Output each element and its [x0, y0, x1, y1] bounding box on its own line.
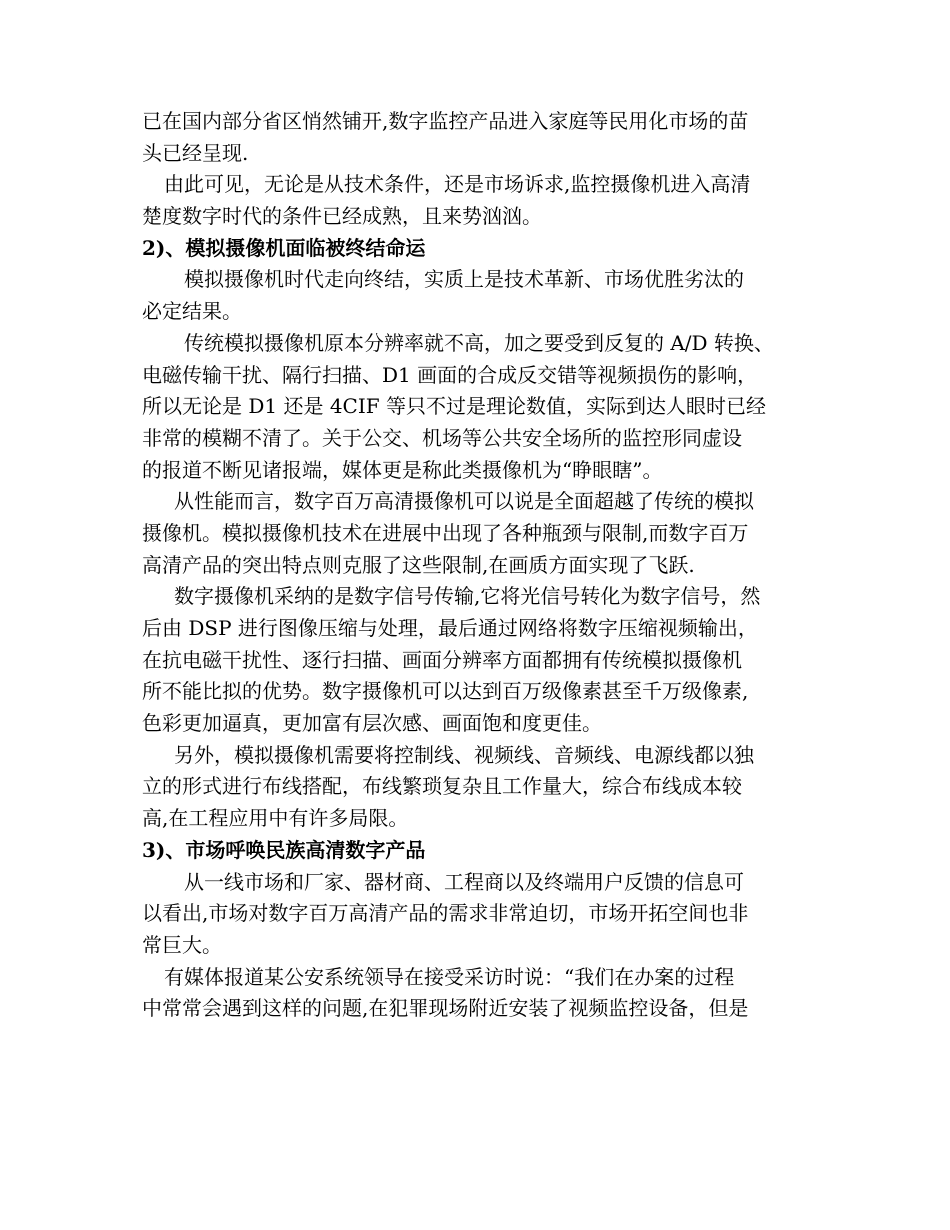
text-line: 数字摄像机采纳的是数字信号传输,它将光信号转化为数字信号，然 — [174, 584, 761, 609]
text-line: 另外，模拟摄像机需要将控制线、视频线、音频线、电源线都以独 — [174, 742, 754, 767]
text-line: 已在国内部分省区悄然铺开,数字监控产品进入家庭等民用化市场的苗 — [142, 109, 749, 133]
text-line: 模拟摄像机时代走向终结，实质上是技术革新、市场优胜劣汰的 — [184, 267, 744, 292]
text-line: 由此可见，无论是从技术条件，还是市场诉求,监控摄像机进入高清 — [164, 172, 751, 197]
document-body — [142, 106, 822, 1025]
text-line: 从性能而言，数字百万高清摄像机可以说是全面超越了传统的模拟 — [174, 489, 754, 514]
text-line: 常巨大。 — [142, 932, 222, 957]
text-line: 色彩更加逼真，更加富有层次感、画面饱和度更佳。 — [142, 711, 602, 736]
text-line: 以看出,市场对数字百万高清产品的需求非常迫切，市场开拓空间也非 — [142, 901, 749, 926]
text-line: 的报道不断见诸报端，媒体更是称此类摄像机为“睁眼瞎”。 — [142, 457, 663, 482]
text-line: 楚度数字时代的条件已经成熟，且来势汹汹。 — [142, 204, 542, 229]
text-line: 非常的模糊不清了。关于公交、机场等公共安全场所的监控形同虚设 — [142, 425, 742, 450]
text-line: 后由 DSP 进行图像压缩与处理，最后通过网络将数字压缩视频输出， — [142, 616, 758, 640]
text-line: 必定结果。 — [142, 299, 242, 324]
text-line: 传统模拟摄像机原本分辨率就不高，加之要受到反复的 A/D 转换、 — [184, 330, 774, 355]
text-line: 有媒体报道某公安系统领导在接受采访时说：“我们在办案的过程 — [164, 964, 735, 989]
text-line: 高清产品的突出特点则克服了这些限制,在画质方面实现了飞跃. — [142, 552, 695, 577]
section-heading: 3)、市场呼唤民族高清数字产品 — [142, 837, 426, 862]
text-line: 高,在工程应用中有许多局限。 — [142, 806, 409, 831]
text-line: 从一线市场和厂家、器材商、工程商以及终端用户反馈的信息可 — [184, 869, 744, 894]
text-line: 摄像机。模拟摄像机技术在进展中出现了各种瓶颈与限制,而数字百万 — [142, 520, 749, 545]
text-line: 中常常会遇到这样的问题,在犯罪现场附近安装了视频监控设备，但是 — [142, 996, 749, 1021]
text-line: 头已经呈现. — [142, 140, 249, 165]
text-line: 所以无论是 D1 还是 4CIF 等只不过是理论数值，实际到达人眼时已经 — [142, 394, 766, 419]
section-heading: 2)、模拟摄像机面临被终结命运 — [142, 235, 426, 260]
text-line: 电磁传输干扰、隔行扫描、D1 画面的合成反交错等视频损伤的影响， — [142, 362, 758, 387]
text-line: 立的形式进行布线搭配，布线繁琐复杂且工作量大，综合布线成本较 — [142, 774, 742, 799]
text-line: 所不能比拟的优势。数字摄像机可以达到百万级像素甚至千万级像素, — [142, 679, 749, 704]
text-line: 在抗电磁干扰性、逐行扫描、画面分辨率方面都拥有传统模拟摄像机 — [142, 647, 742, 672]
